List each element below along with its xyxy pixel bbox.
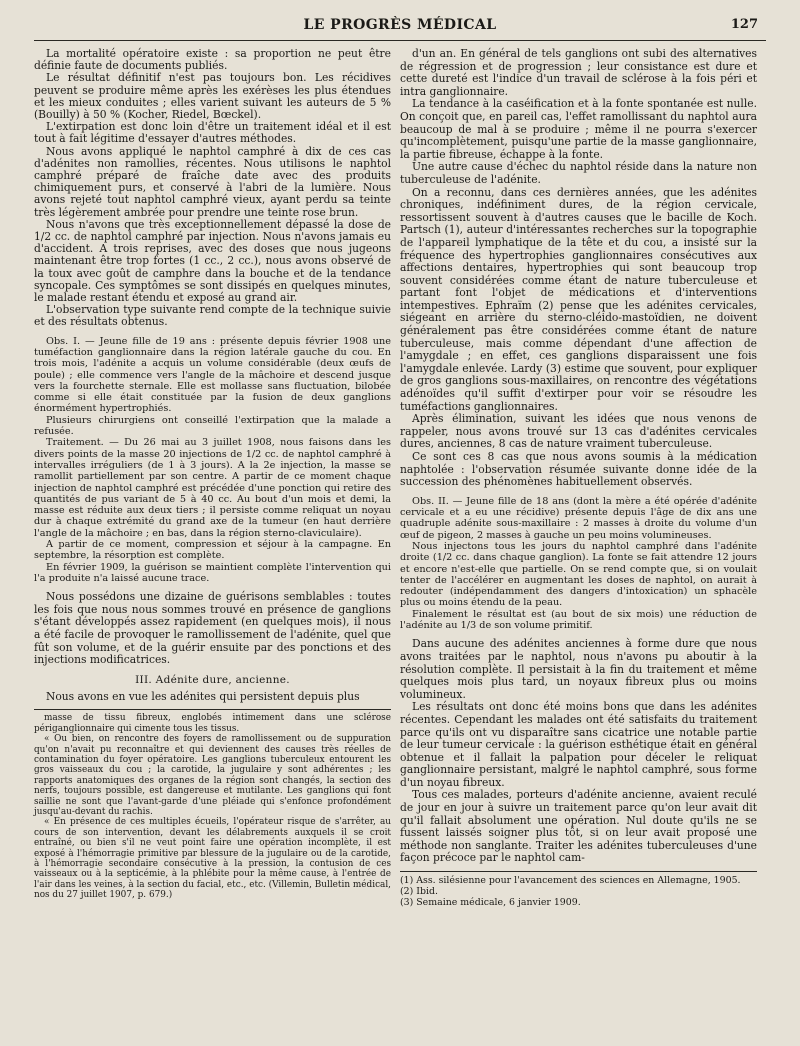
page-number: 127 xyxy=(730,17,758,32)
paragraph: Une autre cause d'échec du naphtol réside dans la nature non tuberculeuse de l'adénite. xyxy=(400,160,757,186)
footnote-divider xyxy=(34,709,391,710)
paragraph: Nous avons en vue les adénites qui persistent depuis plus xyxy=(46,689,360,703)
journal-title: LE PROGRÈS MÉDICAL xyxy=(303,17,497,33)
paragraph: La mortalité opératoire existe : sa proportion ne peut être définie faute de documents publiés. xyxy=(34,47,391,73)
paragraph: Le résultat définitif n'est pas toujours bon. Les récidives peuvent se produire même après les exérèses les plus étendues et les mieux conduites ; elles varient suivant les auteurs de 5 % (Bouilly) à 50 % (Kocher, Riedel, Bœckel). xyxy=(34,71,391,122)
page-header xyxy=(34,14,766,41)
paragraph: d'un an. En général de tels ganglions ont subi des alternatives de régression et de progression ; leur consistance est dure et cette dureté est l'indice d'un travail de sclérose à la fois péri et intra ganglionnaire. xyxy=(400,47,757,98)
observation-paragraph: Obs. I. — Jeune fille de 19 ans : présente depuis février 1908 une tuméfaction ganglionnaire dans la région latérale gauche du cou. En trois mois, l'adénite a acquis un volume considérable (deux œufs de poule) ; elle commence vers l'angle de la mâchoire et descend jusque vers la fourchette sternale. Elle est mollasse sans fluctuation, bilobée comme si elle était constituée par la fusion de deux ganglions énormément hypertrophiés. xyxy=(34,335,391,415)
section-heading: III. Adénite dure, ancienne. xyxy=(135,673,290,686)
observation-paragraph: Finalement le résultat est (au bout de six mois) une réduction de l'adénite au 1/3 de son volume primitif. xyxy=(400,608,757,632)
paragraph: Après élimination, suivant les idées que nous venons de rappeler, nous avons trouvé sur 13 cas d'adénites cervicales dures, anciennes, 8 cas de nature vraiment tuberculeuse. xyxy=(400,412,757,451)
footnote: « Ou bien, on rencontre des foyers de ramollissement ou de suppuration qu'on n'avait pu reconnaître et qui deviennent des causes très réelles de contamination du foyer opératoire. Les ganglions tuberculeux entourent les gros vaisseaux du cou ; la carotide, la jugulaire y sont adhérentes ; les rapports anatomiques des organes de la région sont changés, la section des nerfs, toujours possible, est dangereuse et mutilante. Les ganglions qui font saillie ne sont que l'avant-garde d'une pléiade qui s'enfonce profondément jusqu'au-devant du rachis. xyxy=(34,734,391,818)
reference-divider xyxy=(400,871,757,872)
paragraph: Tous ces malades, porteurs d'adénite ancienne, avaient reculé de jour en jour à suivre un traitement parce qu'on leur avait dit qu'il fallait absolument une opération. Nul doute qu'ils ne se fussent laissés soigner plus tôt, si on leur avait proposé une méthode non sanglante. Traiter les adénites tuberculeuses d'une façon précoce par le naphtol cam- xyxy=(400,788,757,865)
reference: (3) Semaine médicale, 6 janvier 1909. xyxy=(400,897,581,909)
paragraph: L'extirpation est donc loin d'être un traitement idéal et il est tout à fait légitime d'essayer d'autres méthodes. xyxy=(34,120,391,146)
observation-paragraph: Traitement. — Du 26 mai au 3 juillet 1908, nous faisons dans les divers points de la masse 20 injections de 1/2 cc. de naphtol camphré à intervalles irréguliers (de 1 à 3 jours). A la 2e injection, la masse se ramollit partiellement par son centre. A partir de ce moment chaque injection de naphtol camphré est précédée d'une ponction qui retire des quantités de pus variant de 5 à 40 cc. Au bout d'un mois et demi, la masse est réduite aux deux tiers ; il persiste comme reliquat un noyau dur à chaque extrémité du grand axe de la tumeur (en haut derrière l'angle de la mâchoire ; en bas, dans la région sterno-claviculaire). xyxy=(34,437,391,539)
paragraph: La tendance à la caséification et à la fonte spontanée est nulle. On conçoit que, en pareil cas, l'effet ramollissant du naphtol aura beaucoup de mal à se produire ; même il ne pourra s'exercer qu'incomplètement, puisqu'une partie de la masse ganglionnaire, la partie fibreuse, échappe à la fonte. xyxy=(400,97,757,161)
observation-paragraph: Nous injectons tous les jours du naphtol camphré dans l'adénite droite (1/2 cc. dans chaque ganglion). La fonte se fait attendre 12 jours et encore n'est-elle que partielle. On se rend compte que, si on voulait tenter de l'accélérer en augmentant les doses de naphtol, on aurait à redouter (indépendamment des dangers d'intoxication) un sphacèle plus ou moins étendu de la peau. xyxy=(400,540,757,609)
paragraph: L'observation type suivante rend compte de la technique suivie et des résultats obtenus. xyxy=(34,303,391,329)
observation-paragraph: Plusieurs chirurgiens ont conseillé l'extirpation que la malade a refusée. xyxy=(34,414,391,438)
paragraph: Nous avons appliqué le naphtol camphré à dix de ces cas d'adénites non ramollies, récentes. Nous utilisons le naphtol camphré préparé de fraîche date avec des produits chimiquement purs, et conservé à l'abri de la lumière. Nous avons rejeté tout naphtol camphré vieux, ayant perdu sa teinte très légèrement ambrée pour prendre une teinte rose brun. xyxy=(34,144,391,219)
paragraph: Nous possédons une dizaine de guérisons semblables : toutes les fois que nous nous sommes trouvé en présence de ganglions s'étant développés assez rapidement (en quelques mois), il nous a été facile de provoquer le ramollissement de l'adénite, quel que fût son volume, et de la guérir ensuite par des ponctions et des injections modificatrices. xyxy=(34,590,391,667)
paragraph: Dans aucune des adénites anciennes à forme dure que nous avons traitées par le naphtol, nous n'avons pu aboutir à la résolution complète. Il persistait à la fin du traitement et même quelques mois plus tard, un noyaux fibreux plus ou moins volumineux. xyxy=(400,637,757,701)
references xyxy=(400,875,757,909)
left-column xyxy=(34,48,391,901)
observation-paragraph: Obs. II. — Jeune fille de 18 ans (dont la mère a été opérée d'adénite cervicale et a eu une récidive) présente depuis l'âge de dix ans une quadruple adénite sous-maxillaire : 2 masses à droite du volume d'un œuf de pigeon, 2 masses à gauche un peu moins volumineuses. xyxy=(400,495,757,541)
observation-paragraph: A partir de ce moment, compression et séjour à la campagne. En septembre, la résorption est complète. xyxy=(34,539,391,562)
paragraph: On a reconnu, dans ces dernières années, que les adénites chroniques, indéfiniment dures, de la région cervicale, ressortissent souvent à d'autres causes que le bacille de Koch. Partsch (1), auteur d'intéressantes recherches sur la topographie de l'appareil lymphatique de la tête et du cou, a insisté sur la fréquence des hypertrophies ganglionnaires consécutives aux affections dentaires, hypertrophies qui sont beaucoup trop souvent considérées comme étant de nature tuberculeuse et partant font l'objet de médications et d'interventions intempestives. Ephraïm (2) pense que les adénites cervicales, siégeant en arrière du sterno-cléido-mastoïdien, ne doivent généralement pas être considérées comme étant de nature tuberculeuse, mais comme dépendant d'une affection de l'amygdale ; en effet, ces ganglions disparaissent une fois l'amygdale enlevée. Lardy (3) estime que souvent, pour expliquer de gros ganglions sous-maxillaires, on rencontre des végétations adénoïdes qu'il suffit d'extirper pour voir se résoudre les tuméfactions ganglionnaires. xyxy=(400,185,757,413)
reference: (2) Ibid. xyxy=(400,886,438,898)
paragraph: Les résultats ont donc été moins bons que dans les adénites récentes. Cependant les malades ont été satisfaits du traitement parce qu'ils ont vu disparaître sans cicatrice une notable partie de leur tumeur cervicale : la guérison esthétique était en général obtenue et il fallait la palpation pour déceler le reliquat ganglionnaire persistant, malgré le naphtol camphré, sous forme d'un noyau fibreux. xyxy=(400,700,757,789)
observation-paragraph: En février 1909, la guérison se maintient complète l'intervention qui l'a produite n'a laissé aucune trace. xyxy=(34,561,391,584)
footnote: « En présence de ces multiples écueils, l'opérateur risque de s'arrêter, au cours de son intervention, devant les délabrements auxquels il se croit entraîné, ou bien s'il ne veut point faire une opération incomplète, il est exposé à l'hémorragie primitive par blessure de la jugulaire ou de la carotide, à l'hémorragie secondaire consécutive à la pression, la contusion de ces vaisseaux ou à la septicémie, à la phlébite pour la même cause, à l'entrée de l'air dans les veines, à la section du facial, etc., etc. (Villemin, Bulletin médical, nos du 27 juillet 1907, p. 679.) xyxy=(34,817,391,901)
paragraph: Nous n'avons que très exceptionnellement dépassé la dose de 1/2 cc. de naphtol camphré par injection. Nous n'avons jamais eu d'accident. A trois reprises, avec des doses que nous jugeons maintenant être trop fortes (1 cc., 2 cc.), nous avons observé de la toux avec goût de camphre dans la bouche et de la tendance syncopale. Ces symptômes se sont dissipés en quelques minutes, le malade restant étendu et exposé au grand air. xyxy=(34,217,391,305)
footnotes xyxy=(34,713,391,900)
footnote: masse de tissu fibreux, englobés intimement dans une sclérose périganglionnaire qui cimente tous les tissus. xyxy=(34,713,391,734)
right-column xyxy=(400,48,757,909)
paragraph: Ce sont ces 8 cas que nous avons soumis à la médication naphtolée : l'observation résumée suivante donne idée de la succession des phénomènes habituellement observés. xyxy=(400,450,757,489)
reference: (1) Ass. silésienne pour l'avancement des sciences en Allemagne, 1905. xyxy=(400,875,741,887)
